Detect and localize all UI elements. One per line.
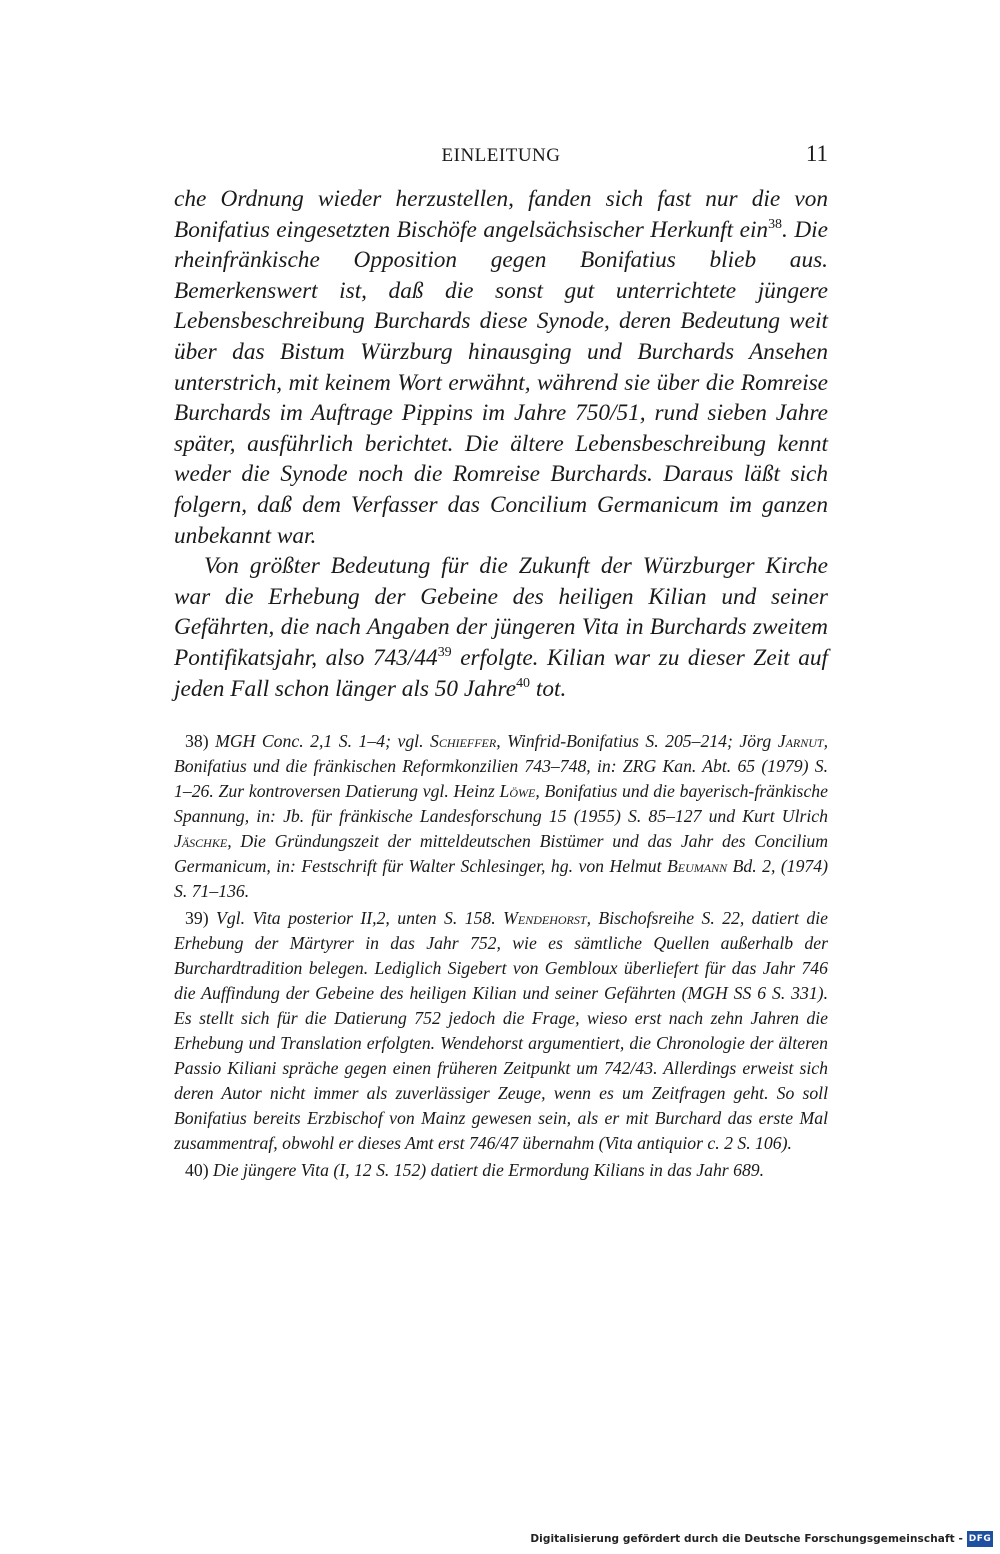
- main-text: [174, 184, 828, 704]
- page-header: [174, 141, 828, 171]
- author-name: Schieffer: [430, 731, 497, 751]
- author-name: Beumann: [667, 856, 728, 876]
- footnote-text: , Bischofsreihe S. 22, datiert die Erhebung der Märtyrer in das Jahr 752, wie es sämtliche Quellen außerhalb der Burchardtradition belegen. Lediglich Sigebert von Gembloux überliefert für das Jahr 746 die Auffindung der Gebeine des heiligen Kilian und seiner Gefährten (MGH SS 6 S. 331). Es stellt sich für die Datierung 752 jedoch die Frage, wieso erst nach zehn Jahren die Erhebung und Translation erfolgten. Wendehorst argumentiert, die Chronologie der älteren Passio Kiliani spräche gegen einen früheren Zeitpunkt um 742/43. Allerdings erweist sich deren Autor nicht immer als zuverlässiger Zeuge, wenn es um Zeitfragen geht. So soll Bonifatius bereits Erzbischof von Mainz gewesen sein, als er mit Burchard das erste Mal zusammentraf, obwohl er dieses Amt erst 746/47 übernahm (Vita antiquior c. 2 S. 106).: [174, 908, 828, 1153]
- author-name: Löwe: [499, 781, 536, 801]
- footnote-text: , Bonifatius und die fränkischen Reformkonzilien 743–748, in: ZRG Kan. Abt. 65 (1979) S. 1–26. Zur kontroversen Datierung vgl. Heinz: [174, 731, 828, 801]
- footnote-text: Die jüngere Vita (I, 12 S. 152) datiert die Ermordung Kilians in das Jahr 689.: [213, 1160, 765, 1180]
- footnote-40: [174, 1158, 828, 1183]
- footnote-text: Bd. 2, (1974) S. 71–136.: [174, 856, 828, 901]
- paragraph-1-text-a: che Ordnung wieder herzustellen, fanden sich fast nur die von Bonifatius eingesetzten Bischöfe angelsächsischer Herkunft ein: [174, 186, 828, 243]
- footnote-number: 38): [185, 731, 209, 751]
- dfg-logo: DFG: [967, 1531, 993, 1547]
- author-name: Jäschke: [174, 831, 228, 851]
- footnote-text: Vgl. Vita posterior II,2, unten S. 158.: [216, 908, 504, 928]
- footnote-38: [174, 729, 828, 904]
- funding-notice-text: Digitalisierung gefördert durch die Deutsche Forschungsgemeinschaft -: [530, 1533, 963, 1545]
- page-number: 11: [805, 141, 828, 166]
- running-head: EINLEITUNG: [441, 145, 561, 166]
- footnote-text: , Winfrid-Bonifatius S. 205–214; Jörg: [496, 731, 778, 751]
- footnote-number: 40): [185, 1160, 209, 1180]
- paragraph-1-text-b: . Die rheinfränkische Opposition gegen Bonifatius blieb aus. Bemerkenswert ist, daß die sonst gut unterrichtete jüngere Lebensbeschreibung Burchards diese Synode, deren Bedeutung weit über das Bistum Würzburg hinausging und Burchards Ansehen unterstrich, mit keinem Wort erwähnt, während sie über die Romreise Burchards im Auftrage Pippins im Jahre 750/51, rund sieben Jahre später, ausführlich berichtet. Die ältere Lebensbeschreibung kennt weder die Synode noch die Romreise Burchards. Daraus läßt sich folgern, daß dem Verfasser das Concilium Germanicum im ganzen unbekannt war.: [174, 216, 828, 549]
- author-name: Wendehorst: [503, 908, 587, 928]
- paragraph-2-text-b: erfolgte. Kilian war zu dieser Zeit auf jeden Fall schon länger als 50 Jahre: [174, 644, 828, 702]
- author-name: Jarnut: [777, 731, 824, 751]
- footnotes: [174, 729, 828, 1185]
- paragraph-1: [174, 184, 828, 551]
- footnote-39: [174, 906, 828, 1156]
- paragraph-2-text-a: Von größter Bedeutung für die Zukunft der Würzburger Kirche war die Erhebung der Gebeine des heiligen Kilian und seiner Gefährten, die nach Angaben der jüngeren Vita in Burchards zweitem Pontifikatsjahr, also 743/44: [174, 553, 828, 671]
- footnote-text: , Die Gründungszeit der mitteldeutschen Bistümer und das Jahr des Concilium Germanicum, in: Festschrift für Walter Schlesinger, hg. von Helmut: [174, 831, 828, 876]
- footnote-ref-40[interactable]: 40: [516, 675, 531, 691]
- paragraph-2: [174, 551, 828, 704]
- funding-notice: [530, 1530, 993, 1548]
- paragraph-2-text-c: tot.: [530, 675, 567, 702]
- footnote-text: , Bonifatius und die bayerisch-fränkische Spannung, in: Jb. für fränkische Landesforschung 15 (1955) S. 85–127 und Kurt Ulrich: [174, 781, 828, 826]
- footnote-text: MGH Conc. 2,1 S. 1–4; vgl.: [215, 731, 431, 751]
- footnote-ref-38[interactable]: 38: [768, 216, 783, 232]
- footnote-number: 39): [185, 908, 209, 928]
- footnote-ref-39[interactable]: 39: [437, 645, 452, 661]
